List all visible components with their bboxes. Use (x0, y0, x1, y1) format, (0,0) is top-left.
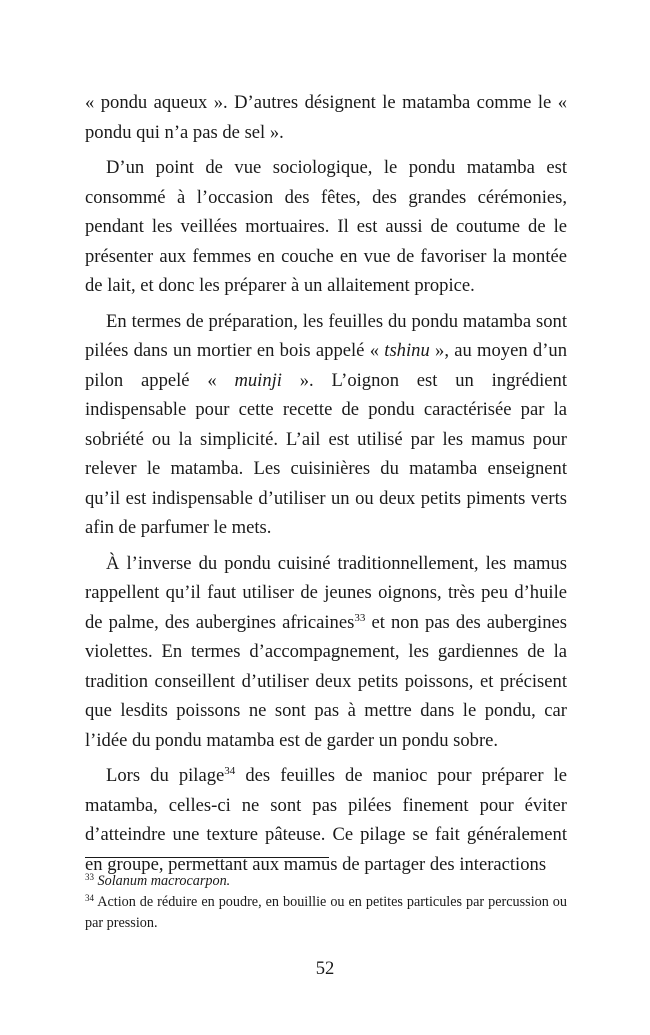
paragraph-5 (85, 761, 567, 879)
footnote-number: 33 (85, 872, 94, 882)
footnote-ref-33[interactable]: 33 (354, 611, 366, 624)
footnotes (85, 871, 567, 934)
footnote-number: 34 (85, 893, 94, 903)
paragraph-4-text-a: À l’inverse du pondu cuisiné traditionnellement, les mamus rappellent qu’il faut utiliser de jeunes oignons, très peu d’huile de palme, des aubergines africaines (85, 552, 567, 633)
page-number: 52 (315, 958, 335, 979)
paragraph-4 (85, 549, 567, 756)
page-body (85, 88, 567, 879)
paragraph-5-text-a: Lors du pilage (106, 765, 225, 786)
footnote-34 (85, 892, 567, 934)
term-muinji: muinji (234, 369, 282, 391)
paragraph-4-text-b: et non pas des aubergines violettes. En termes d’accompagnement, les gardiennes de la tradition conseillent d’utiliser deux petits poissons, et précisent que lesdits poissons ne sont pas à mettre dans le pondu, car l’idée du pondu matamba est de garder un pondu sobre. (85, 611, 567, 751)
footnote-ref-34[interactable]: 34 (224, 765, 236, 777)
footnote-text: Action de réduire en poudre, en bouillie ou en petites particules par percussion ou par pression. (85, 894, 567, 931)
paragraph-3-text-b: », au moyen d’un pilon appelé « (85, 340, 568, 391)
paragraph-3-text-a: En termes de préparation, les feuilles du pondu matamba sont pilées dans un mortier en bois appelé « (85, 310, 567, 361)
paragraph-5-text-b: des feuilles de manioc pour préparer le matamba, celles-ci ne sont pas pilées finement pour éviter d’atteindre une texture pâteuse. Ce pilage se fait généralement en groupe, permettant aux mamus de partager des interactions (85, 765, 568, 875)
paragraph-3-text-c: ». L’oignon est un ingrédient indispensable pour cette recette de pondu caractérisée par la sobriété ou la simplicité. L’ail est utilisé par les mamus pour relever le matamba. Les cuisinières du matamba enseignent qu’il est indispensable d’utiliser un ou deux petits piments verts afin de parfumer le mets. (85, 369, 568, 538)
term-tshinu: tshinu (384, 340, 430, 361)
paragraph-1: « pondu aqueux ». D’autres désignent le matamba comme le « pondu qui n’a pas de sel ». (85, 92, 567, 143)
footnote-divider (85, 857, 329, 858)
paragraph-3 (85, 307, 567, 543)
paragraph-2: D’un point de vue sociologique, le pondu matamba est consommé à l’occasion des fêtes, des grandes cérémonies, pendant les veillées mortuaires. Il est aussi de coutume de le présenter aux femmes en couche en vue de favoriser la montée de lait, et donc les préparer à un allaitement propice. (85, 157, 567, 296)
footnote-33 (85, 871, 567, 892)
footnote-text: Solanum macrocarpon. (97, 873, 231, 889)
